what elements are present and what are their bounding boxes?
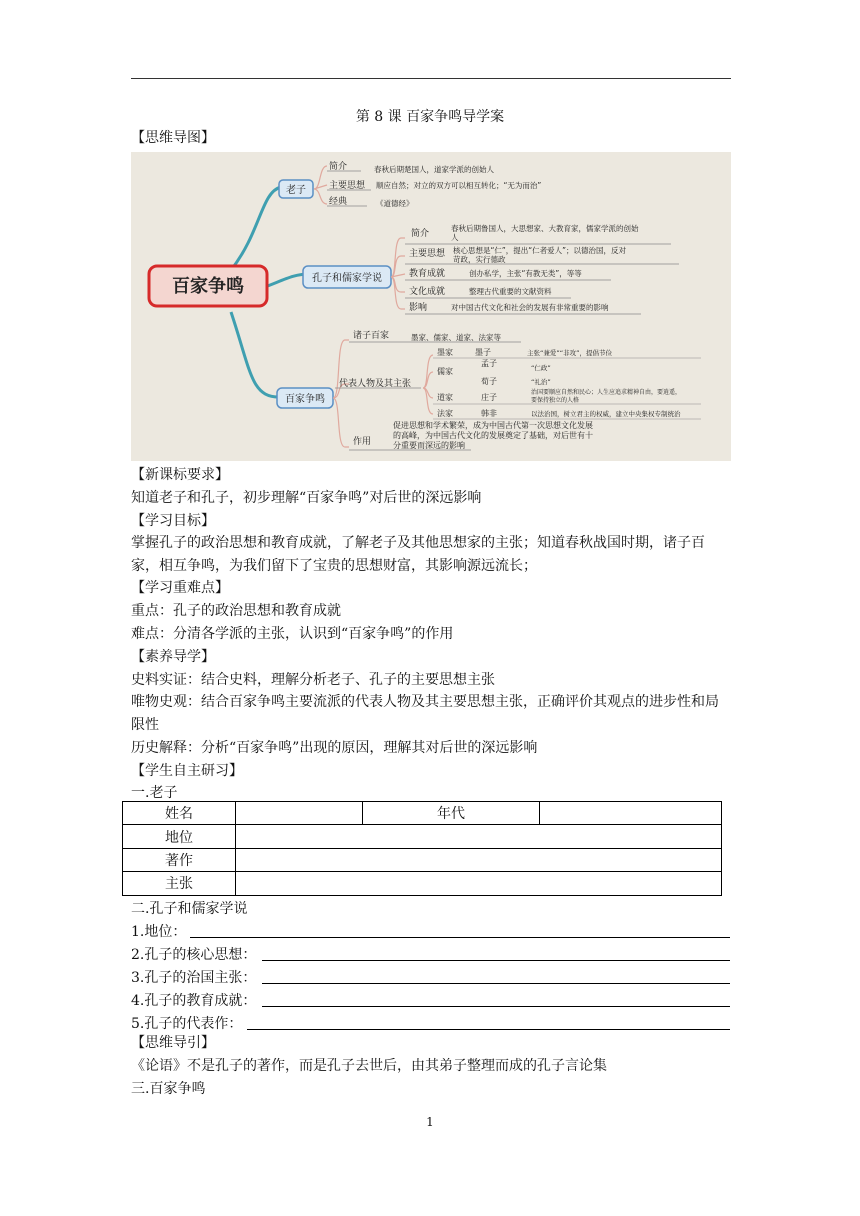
svg-text:经典: 经典 (329, 197, 348, 207)
svg-text:《道德经》: 《道德经》 (376, 199, 414, 208)
kebiao-text: 知道老子和孔子，初步理解“百家争鸣”对后世的深远影响 (131, 490, 482, 506)
mindmap-kongzi: 孔子和儒家学说 (312, 273, 382, 284)
svg-text:治国要顺应自然和民心；人生应追求精神自由，要逍遥，: 治国要顺应自然和民心；人生应追求精神自由，要逍遥， (531, 389, 682, 396)
svg-text:简介: 简介 (411, 229, 430, 239)
question-5: 5.孔子的代表作： (131, 1016, 243, 1032)
svg-text:孟子: 孟子 (481, 359, 497, 368)
svg-text:苛政，实行德政: 苛政，实行德政 (453, 255, 506, 264)
section-heading-kebiao: 【新课标要求】 (131, 467, 229, 483)
laozi-table (122, 801, 722, 896)
siwei-text: 《论语》不是孔子的著作，而是孔子去世后，由其弟子整理而成的孔子言论集 (131, 1058, 607, 1074)
section-heading-zhongnan: 【学习重难点】 (131, 580, 229, 596)
mindmap-root: 百家争鸣 (172, 276, 244, 297)
table-label-era: 年代 (363, 802, 540, 825)
page-number: 1 (426, 1115, 434, 1129)
svg-text:教育成就: 教育成就 (409, 269, 446, 279)
header-rule (131, 78, 731, 79)
mindmap-laozi: 老子 (286, 185, 306, 196)
suyang-text-3: 历史解释：分析“百家争鸣”出现的原因，理解其对后世的深远影响 (131, 740, 538, 756)
svg-text:主张“兼爱”“非攻”，提倡节俭: 主张“兼爱”“非攻”，提倡节俭 (527, 349, 612, 357)
svg-text:简介: 简介 (329, 162, 348, 172)
svg-text:顺应自然；对立的双方可以相互转化；“无为而治”: 顺应自然；对立的双方可以相互转化；“无为而治” (376, 181, 542, 190)
svg-text:整理古代重要的文献资料: 整理古代重要的文献资料 (469, 287, 552, 296)
table-label-works: 著作 (123, 848, 236, 871)
svg-text:墨家、儒家、道家、法家等: 墨家、儒家、道家、法家等 (411, 333, 501, 342)
mind-map-image (131, 152, 731, 461)
svg-text:春秋后期鲁国人，大思想家、大教育家，儒家学派的创始: 春秋后期鲁国人，大思想家、大教育家，儒家学派的创始 (451, 224, 639, 233)
answer-line-4[interactable] (262, 1006, 730, 1007)
svg-text:作用: 作用 (353, 437, 372, 447)
svg-text:墨子: 墨子 (475, 348, 491, 357)
nandian-text: 难点：分清各学派的主张，认识到“百家争鸣”的作用 (131, 626, 454, 642)
table-label-name: 姓名 (123, 802, 236, 825)
answer-line-5[interactable] (247, 1029, 730, 1030)
suyang-text-2: 唯物史观：结合百家争鸣主要流派的代表人物及其主要思想主张，正确评价其观点的进步性和局限性 (131, 694, 719, 733)
table-cell-works[interactable] (236, 848, 722, 871)
part1-heading: 一.老子 (131, 785, 178, 801)
answer-line-2[interactable] (262, 960, 730, 961)
svg-text:韩非: 韩非 (481, 409, 497, 418)
page-title: 第 8 课 百家争鸣导学案 (355, 109, 505, 125)
section-heading-mubiao: 【学习目标】 (131, 513, 215, 529)
svg-text:影响: 影响 (409, 303, 428, 313)
mubiao-text: 掌握孔子的政治思想和教育成就，了解老子及其他思想家的主张；知道春秋战国时期，诸子百家，相互争鸣，为我们留下了宝贵的思想财富，其影响源远流长； (131, 535, 705, 574)
svg-text:核心思想是“仁”，提出“仁者爱人”；以德治国，反对: 核心思想是“仁”，提出“仁者爱人”；以德治国，反对 (453, 246, 627, 255)
svg-text:主要思想: 主要思想 (329, 181, 366, 191)
question-4: 4.孔子的教育成就： (131, 993, 257, 1009)
suyang-text-1: 史料实证：结合史料，理解分析老子、孔子的主要思想主张 (131, 672, 495, 688)
table-cell-name[interactable] (236, 802, 363, 825)
section-heading-mindmap: 【思维导图】 (131, 130, 215, 146)
svg-text:要保持独立的人格: 要保持独立的人格 (531, 397, 580, 404)
question-3: 3.孔子的治国主张： (131, 970, 257, 986)
svg-text:对中国古代文化和社会的发展有非常重要的影响: 对中国古代文化和社会的发展有非常重要的影响 (451, 303, 609, 312)
svg-text:“仁政”: “仁政” (531, 364, 551, 372)
question-1: 1.地位： (131, 924, 187, 940)
answer-line-3[interactable] (262, 983, 730, 984)
svg-text:主要思想: 主要思想 (409, 249, 446, 259)
answer-line-1[interactable] (190, 937, 730, 938)
table-cell-era[interactable] (540, 802, 722, 825)
svg-text:以法治国，树立君主的权威，建立中央集权专制统治: 以法治国，树立君主的权威，建立中央集权专制统治 (531, 410, 681, 418)
svg-text:庄子: 庄子 (481, 393, 497, 402)
svg-text:“礼治”: “礼治” (531, 378, 551, 386)
svg-text:墨家: 墨家 (437, 348, 453, 357)
section-heading-zizhu: 【学生自主研习】 (131, 763, 243, 779)
svg-text:分重要而深远的影响: 分重要而深远的影响 (393, 441, 465, 450)
svg-text:代表人物及其主张: 代表人物及其主张 (339, 379, 412, 389)
svg-text:人: 人 (451, 233, 459, 242)
svg-text:的高峰，为中国古代文化的发展奠定了基础，对后世有十: 的高峰，为中国古代文化的发展奠定了基础，对后世有十 (393, 431, 593, 440)
table-label-ideas: 主张 (123, 872, 236, 895)
part2-heading: 二.孔子和儒家学说 (131, 901, 248, 917)
table-label-status: 地位 (123, 825, 236, 848)
question-2: 2.孔子的核心思想： (131, 947, 257, 963)
svg-text:促进思想和学术繁荣，成为中国古代第一次思想文化发展: 促进思想和学术繁荣，成为中国古代第一次思想文化发展 (393, 421, 593, 430)
part3-heading: 三.百家争鸣 (131, 1081, 206, 1097)
svg-text:道家: 道家 (437, 393, 453, 402)
svg-text:诸子百家: 诸子百家 (353, 331, 390, 341)
svg-text:文化成就: 文化成就 (409, 287, 446, 297)
svg-text:法家: 法家 (437, 409, 453, 418)
section-heading-siwei: 【思维导引】 (131, 1035, 215, 1051)
table-cell-status[interactable] (236, 825, 722, 848)
mindmap-baijia: 百家争鸣 (285, 394, 325, 405)
svg-text:春秋后期楚国人，道家学派的创始人: 春秋后期楚国人，道家学派的创始人 (374, 165, 494, 174)
zhongdian-text: 重点：孔子的政治思想和教育成就 (131, 603, 341, 619)
section-heading-suyang: 【素养导学】 (131, 649, 215, 665)
svg-text:儒家: 儒家 (437, 367, 453, 376)
svg-text:创办私学，主张“有教无类”，等等: 创办私学，主张“有教无类”，等等 (469, 269, 582, 278)
svg-text:荀子: 荀子 (481, 377, 497, 386)
table-cell-ideas[interactable] (236, 872, 722, 895)
